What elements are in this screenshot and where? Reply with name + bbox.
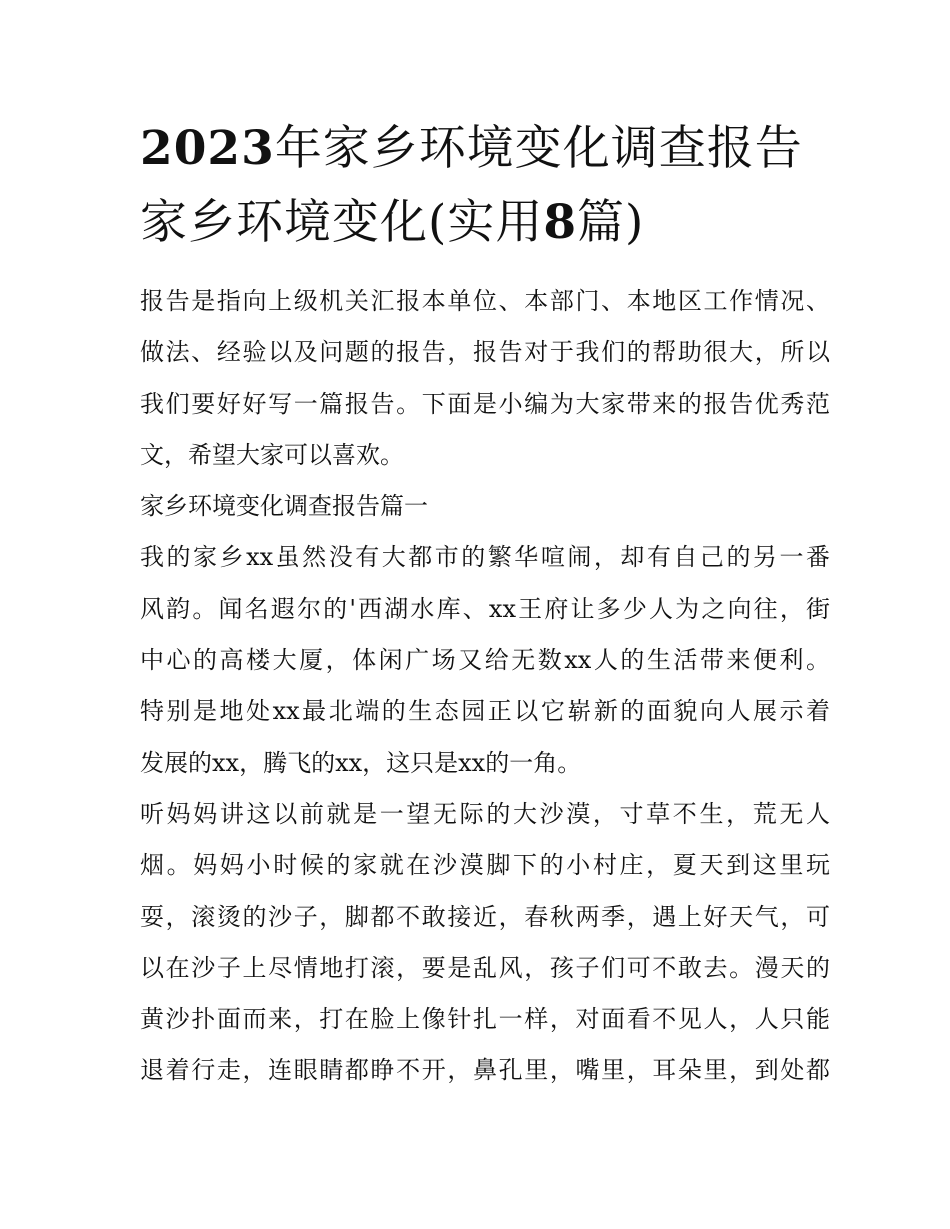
text-line: 做法、经验以及问题的报告，报告对于我们的帮助很大，所以 — [140, 338, 830, 367]
intro-paragraph — [140, 276, 830, 481]
text-line: 我们要好好写一篇报告。下面是小编为大家带来的报告优秀范 — [140, 389, 830, 418]
text-line: 黄沙扑面而来，打在脸上像针扎一样，对面看不见人，人只能 — [140, 1005, 830, 1034]
text-line: 以在沙子上尽情地打滚，要是乱风，孩子们可不敢去。漫天的 — [140, 953, 830, 982]
text-line: 听妈妈讲这以前就是一望无际的大沙漠，寸草不生，荒无人 — [140, 799, 830, 828]
body-paragraph — [140, 532, 830, 788]
text-line: 中心的高楼大厦，体闲广场又给无数xx人的生活带来便利。 — [140, 646, 830, 675]
text-line: 我的家乡xx虽然没有大都市的繁华喧闹，却有自己的另一番 — [140, 543, 830, 572]
text-line: 烟。妈妈小时候的家就在沙漠脚下的小村庄，夏天到这里玩 — [140, 851, 830, 880]
body-paragraph — [140, 789, 830, 1097]
text-line: 退着行走，连眼睛都睁不开，鼻孔里，嘴里，耳朵里，到处都 — [140, 1056, 830, 1085]
document-title — [140, 112, 830, 260]
text-line: 特别是地处xx最北端的生态园正以它崭新的面貌向人展示着 — [140, 697, 830, 726]
text-line: 家乡环境变化调查报告篇一 — [140, 492, 428, 521]
text-line: 文，希望大家可以喜欢。 — [140, 440, 404, 469]
title-line-2: 家乡环境变化(实用8篇) — [140, 195, 645, 250]
document-body — [140, 276, 830, 1097]
section-heading — [140, 481, 830, 532]
text-line: 发展的xx，腾飞的xx，这只是xx的一角。 — [140, 748, 582, 777]
text-line: 报告是指向上级机关汇报本单位、本部门、本地区工作情况、 — [140, 287, 830, 315]
text-line: 风韵。闻名遐尔的'西湖水库、xx王府让多少人为之向往，街 — [140, 594, 830, 623]
title-line-1: 2023年家乡环境变化调查报告 — [140, 121, 803, 176]
text-line: 耍，滚烫的沙子，脚都不敢接近，春秋两季，遇上好天气，可 — [140, 902, 830, 931]
